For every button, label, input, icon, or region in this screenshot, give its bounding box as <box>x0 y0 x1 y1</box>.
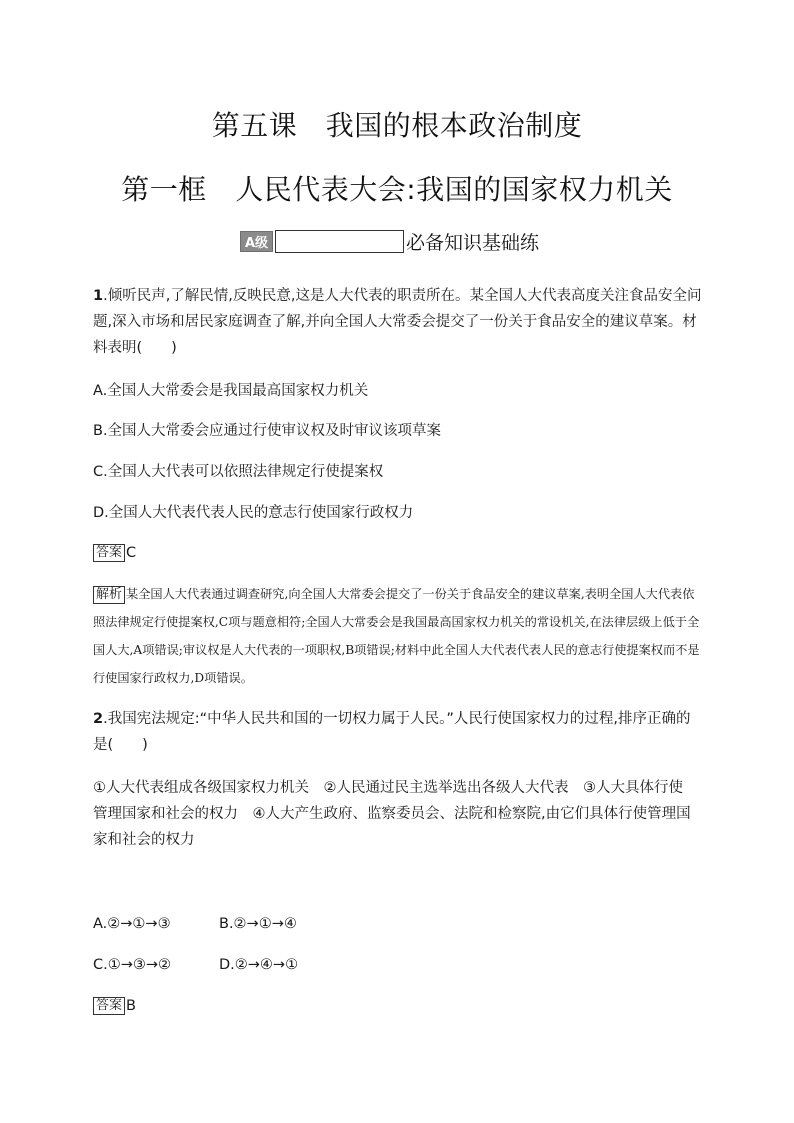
question-1-stem <box>93 283 703 361</box>
explanation-text: 某全国人大代表通过调查研究,向全国人大常委会提交了一份关于食品安全的建议草案,表明全国人大代表依照法律规定行使提案权,C项与题意相符;全国人大常委会是我国最高国家权力机关的常设机关,在法律层级上低于全国人大,A项错误;审议权是人大代表的一项职权,B项错误;材料中此全国人大代表代表人民的意志行使提案权而不是行使国家行政权力,D项错误。 <box>93 587 700 685</box>
level-badge: A级 <box>240 231 273 252</box>
question-2-number: 2 <box>93 711 104 727</box>
question-2-option-b: B.②→①→④ <box>219 916 297 932</box>
explanation-tag: 解析 <box>93 586 125 604</box>
question-1-number: 1 <box>93 288 104 304</box>
level-label: 必备知识基础练 <box>406 231 540 254</box>
level-blank-box <box>275 230 404 253</box>
answer-tag: 答案 <box>93 997 125 1015</box>
lesson-title: 第五课 我国的根本政治制度 <box>211 109 583 142</box>
question-2-option-c: C.①→③→② <box>93 957 172 973</box>
question-1-option-d: D.全国人大代表代表人民的意志行使国家行政权力 <box>93 505 414 521</box>
question-2-answer <box>93 997 136 1015</box>
question-2-option-a: A.②→①→③ <box>93 916 171 932</box>
question-1-explanation <box>93 580 703 692</box>
question-1-text: .倾听民声,了解民情,反映民意,这是人大代表的职责所在。某全国人大代表高度关注食品安全问题,深入市场和居民家庭调查了解,并向全国人大常委会提交了一份关于食品安全的建议草案。材料表明( ) <box>93 288 702 356</box>
question-2-statements: ①人大代表组成各级国家权力机关 ②人民通过民主选举选出各级人大代表 ③人大具体行使管理国家和社会的权力 ④人大产生政府、监察委员会、法院和检察院,由它们具体行使管理国家和社会的权力 <box>93 780 691 848</box>
question-2-options-row-2 <box>93 955 345 975</box>
section-title: 第一框 人民代表大会:我国的国家权力机关 <box>121 173 673 206</box>
question-2-option-d: D.②→④→① <box>219 957 299 973</box>
question-1-option-c: C.全国人大代表可以依照法律规定行使提案权 <box>93 464 384 480</box>
answer-tag: 答案 <box>93 544 125 562</box>
question-1-option-b: B.全国人大常委会应通过行使审议权及时审议该项草案 <box>93 423 442 439</box>
question-2-text: .我国宪法规定:“中华人民共和国的一切权力属于人民。”人民行使国家权力的过程,排序正确的是( ) <box>93 711 691 753</box>
question-1-option-a: A.全国人大常委会是我国最高国家权力机关 <box>93 383 369 399</box>
question-2-stem <box>93 706 703 758</box>
question-1-answer <box>93 544 136 562</box>
answer-value: B <box>126 998 136 1014</box>
level-heading <box>240 228 539 254</box>
answer-value: C <box>126 545 137 561</box>
question-2-options-row-1 <box>93 914 345 934</box>
